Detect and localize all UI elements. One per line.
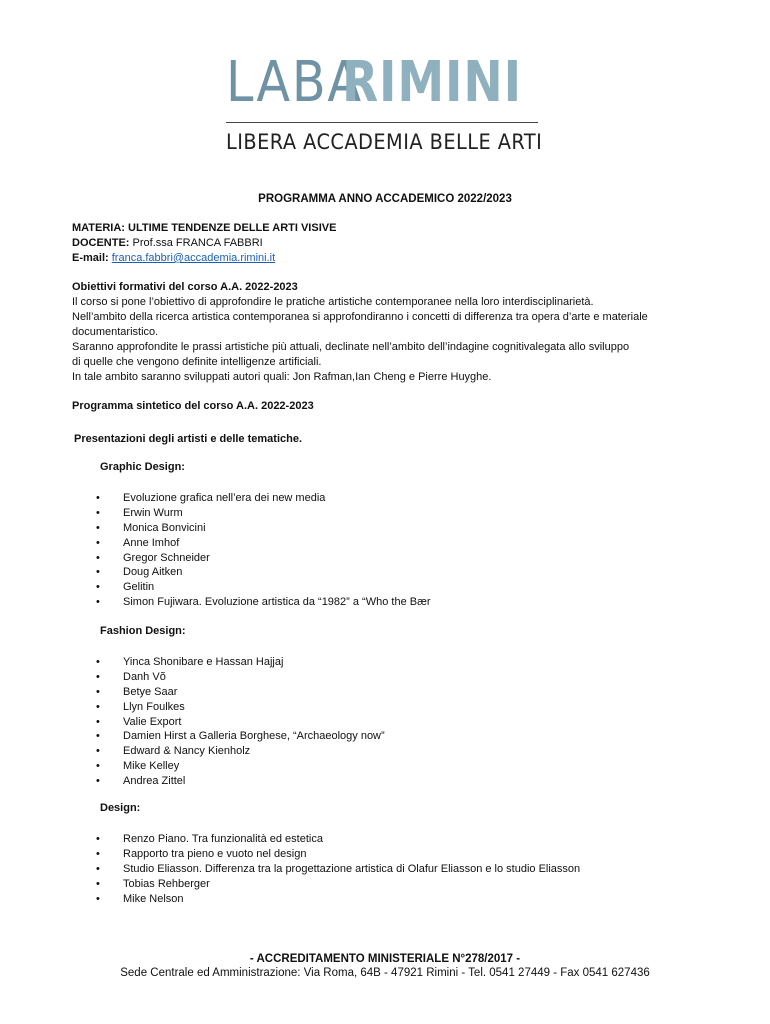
obiettivi-line-4: Saranno approfondite le prassi artistiche più attuali, declinate nell’ambito dell’indagine cognitivalegata allo sviluppo — [72, 341, 630, 353]
list-item-text: Studio Eliasson. Differenza tra la progettazione artistica di Olafur Eliasson e lo studio Eliasson — [123, 862, 581, 875]
list-item-text: Evoluzione grafica nell’era dei new media — [123, 492, 326, 504]
list-item-text: Rapporto tra pieno e vuoto nel design — [123, 847, 307, 860]
list-item-text: Betye Saar — [123, 685, 178, 698]
list-item — [96, 595, 431, 610]
footer-address: Sede Centrale ed Amministrazione: Via Roma, 64B - 47921 Rimini - Tel. 0541 27449 - Fax 0541 627436 — [120, 967, 650, 979]
list-item-text: Doug Aitken — [123, 566, 183, 579]
obiettivi-line-3: documentaristico. — [72, 326, 159, 338]
list-item — [96, 832, 580, 847]
list-item-text: Tobias Rehberger — [123, 877, 210, 890]
fashion-design-heading: Fashion Design: — [100, 625, 186, 637]
programma-intro: Presentazioni degli artisti e delle tematiche. — [74, 433, 303, 445]
list-item-text: Mike Nelson — [123, 892, 184, 905]
list-item-text: Monica Bonvicini — [123, 521, 206, 534]
bullet-icon: • — [96, 847, 100, 860]
email-label: E-mail: — [72, 252, 109, 264]
obiettivi-line-5: di quelle che vengono definite intelligenze artificiali. — [72, 356, 322, 368]
bullet-icon: • — [96, 862, 100, 875]
document-title: PROGRAMMA ANNO ACCADEMICO 2022/2023 — [258, 193, 512, 205]
list-item-text: Llyn Foulkes — [123, 700, 185, 713]
list-item — [96, 491, 431, 506]
list-item — [96, 744, 385, 759]
list-item — [96, 877, 580, 892]
list-item — [96, 715, 385, 730]
bullet-icon: • — [96, 715, 100, 728]
bullet-icon: • — [96, 775, 100, 788]
bullet-icon: • — [96, 745, 100, 758]
bullet-icon: • — [96, 700, 100, 713]
list-item — [96, 536, 431, 551]
list-item — [96, 580, 431, 595]
bullet-icon: • — [96, 566, 100, 579]
list-item-text: Gelitin — [123, 581, 155, 594]
list-item-text: Renzo Piano. Tra funzionalità ed estetica — [123, 833, 323, 845]
graphic-design-heading: Graphic Design: — [100, 461, 185, 473]
bullet-icon: • — [96, 670, 100, 683]
list-item-text: Damien Hirst a Galleria Borghese, “Archaeology now” — [123, 730, 385, 743]
bullet-icon: • — [96, 656, 100, 668]
bullet-icon: • — [96, 551, 100, 564]
list-item-text: Yinca Shonibare e Hassan Hajjaj — [123, 656, 284, 668]
bullet-icon: • — [96, 596, 100, 609]
logo-rimini-text: RIMINI — [341, 50, 522, 115]
list-item — [96, 655, 385, 670]
fashion-design-list — [96, 655, 385, 789]
bullet-icon: • — [96, 536, 100, 549]
list-item — [96, 729, 385, 744]
list-item-text: Simon Fujiwara. Evoluzione artistica da “1982” a “Who the Bær — [123, 596, 431, 609]
docente-value: Prof.ssa FRANCA FABBRI — [132, 237, 263, 249]
list-item — [96, 565, 431, 580]
list-item-text: Gregor Schneider — [123, 551, 210, 564]
obiettivi-line-1: Il corso si pone l’obiettivo di approfondire le pratiche artistiche contemporanee nella loro interdisciplinarietà. — [72, 296, 594, 308]
list-item — [96, 700, 385, 715]
list-item — [96, 892, 580, 907]
bullet-icon: • — [96, 685, 100, 698]
list-item-text: Erwin Wurm — [123, 506, 183, 519]
materia-line — [72, 221, 336, 236]
bullet-icon: • — [96, 760, 100, 773]
docente-label: DOCENTE: — [72, 237, 130, 249]
graphic-design-list — [96, 491, 431, 610]
laba-rimini-logo — [226, 48, 543, 154]
list-item — [96, 847, 580, 862]
list-item-text: Valie Export — [123, 715, 182, 728]
bullet-icon: • — [96, 877, 100, 890]
bullet-icon: • — [96, 730, 100, 743]
email-link[interactable]: franca.fabbri@accademia.rimini.it — [111, 252, 276, 264]
logo-laba-text: LABA — [226, 50, 363, 115]
docente-line — [72, 236, 263, 251]
list-item-text: Anne Imhof — [123, 536, 180, 549]
logo-subtitle: LIBERA ACCADEMIA BELLE ARTI — [226, 130, 543, 154]
footer-accreditation: - ACCREDITAMENTO MINISTERIALE N°278/2017 - — [249, 953, 521, 965]
list-item — [96, 521, 431, 536]
obiettivi-line-2: Nell’ambito della ricerca artistica contemporanea si approfondiranno i concetti di differenza tra opera d’arte e materiale — [72, 311, 648, 323]
list-item-text: Danh Võ — [123, 670, 166, 683]
list-item — [96, 551, 431, 566]
design-list — [96, 832, 580, 906]
list-item-text: Mike Kelley — [123, 760, 180, 773]
materia-value: ULTIME TENDENZE DELLE ARTI VISIVE — [128, 222, 337, 234]
bullet-icon: • — [96, 581, 100, 594]
bullet-icon: • — [96, 492, 100, 504]
list-item — [96, 670, 385, 685]
list-item — [96, 862, 580, 877]
bullet-icon: • — [96, 506, 100, 519]
list-item-text: Andrea Zittel — [123, 775, 186, 788]
design-heading: Design: — [100, 802, 141, 814]
list-item-text: Edward & Nancy Kienholz — [123, 745, 251, 758]
bullet-icon: • — [96, 833, 100, 845]
materia-label: MATERIA: — [72, 222, 125, 234]
bullet-icon: • — [96, 892, 100, 905]
list-item — [96, 774, 385, 789]
logo-divider — [226, 122, 538, 123]
email-line — [72, 251, 275, 266]
programma-heading: Programma sintetico del corso A.A. 2022-2023 — [72, 400, 314, 412]
obiettivi-heading: Obiettivi formativi del corso A.A. 2022-2023 — [72, 281, 298, 293]
list-item — [96, 759, 385, 774]
list-item — [96, 506, 431, 521]
bullet-icon: • — [96, 521, 100, 534]
obiettivi-line-6: In tale ambito saranno sviluppati autori quali: Jon Rafman,Ian Cheng e Pierre Huyghe. — [72, 371, 492, 383]
list-item — [96, 685, 385, 700]
